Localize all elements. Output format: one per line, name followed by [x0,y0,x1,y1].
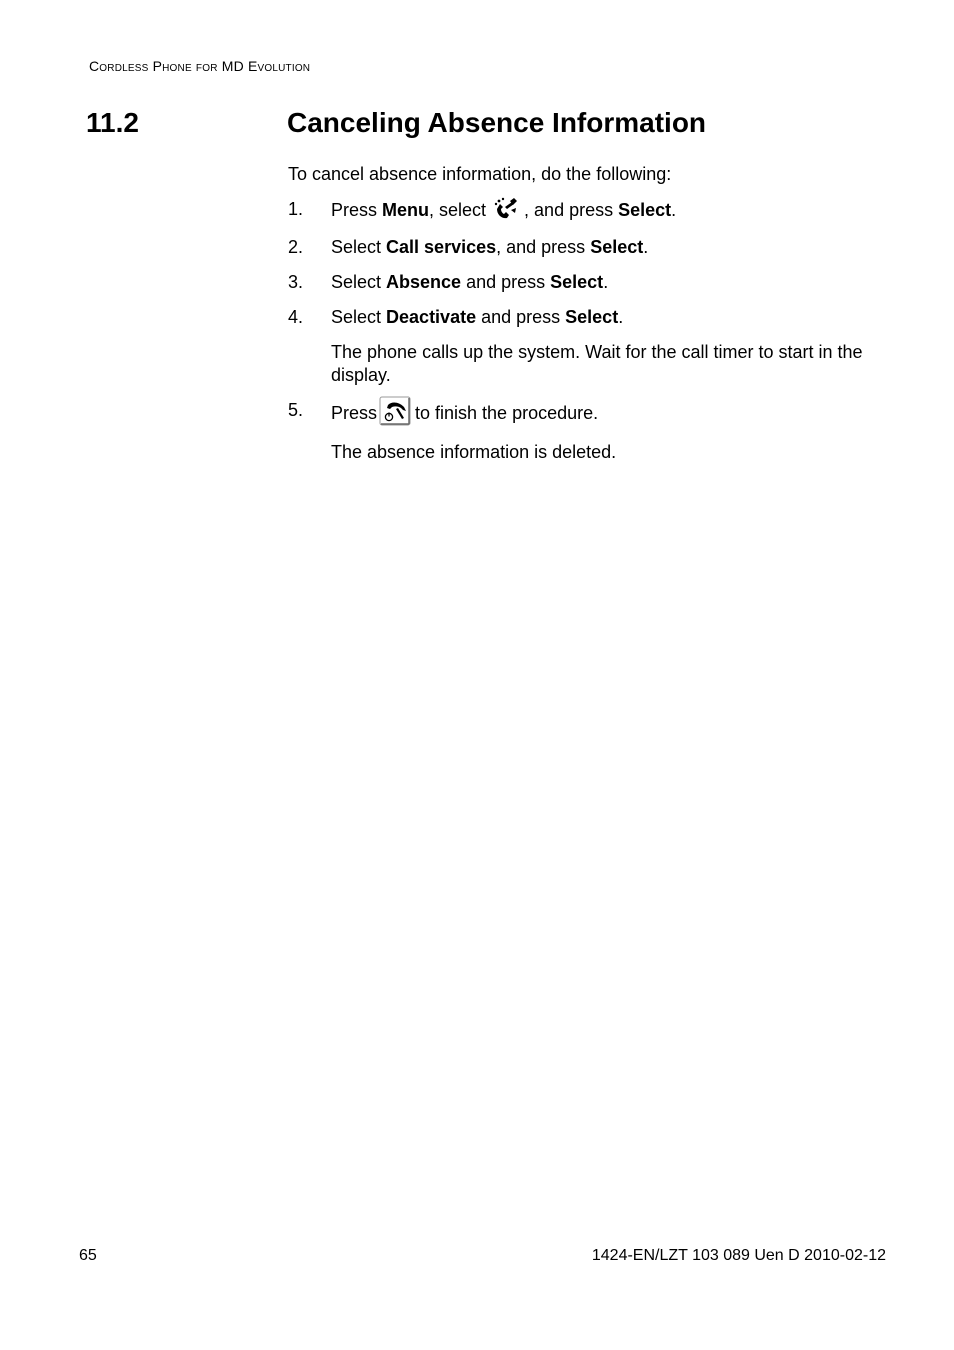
text-run: to finish the procedure. [415,402,599,423]
text-run: . [671,199,677,220]
step-text [331,236,898,259]
call-services-icon [492,196,520,222]
text-run: Press [331,402,378,423]
running-header: Cordless Phone for MD Evolution [89,58,311,74]
section-title: Canceling Absence Information [287,107,707,138]
step-number: 4. [288,307,304,327]
step-text [331,271,898,294]
step-4 [288,306,898,329]
step-2 [288,236,898,259]
text-run: and press [476,307,566,327]
text-run: . [643,237,649,257]
text-run: Select [331,237,387,257]
menu-item-keyword: Absence [386,272,462,292]
select-keyword: Select [550,272,604,292]
step-text [331,399,898,429]
text-run: , and press [524,199,619,220]
text-run: , and press [496,237,591,257]
text-run: Select [331,272,387,292]
step-number: 3. [288,272,304,292]
step-number: 5. [288,400,304,420]
menu-item-keyword: Deactivate [386,307,477,327]
instructions [288,163,898,476]
select-keyword: Select [618,199,672,220]
menu-item-keyword: Call services [386,237,497,257]
step-4-note: The phone calls up the system. Wait for the call timer to start in the display. [331,342,863,385]
step-text [331,306,898,329]
step-5-note: The absence information is deleted. [331,442,617,462]
menu-keyword: Menu [382,199,430,220]
text-run: Press [331,199,383,220]
text-run: . [603,272,609,292]
step-5 [288,399,898,429]
step-number: 2. [288,237,304,257]
select-keyword: Select [565,307,619,327]
text-run: , select [429,199,487,220]
section-number: 11.2 [86,107,139,138]
end-call-key-icon [379,396,411,426]
step-text [331,198,898,224]
document-id: 1424-EN/LZT 103 089 Uen D 2010-02-12 [591,1247,886,1264]
step-1 [288,198,898,224]
text-run: and press [461,272,551,292]
step-number: 1. [288,199,304,219]
page-number: 65 [79,1247,97,1264]
text-run: Select [331,307,387,327]
intro-text: To cancel absence information, do the following: [288,164,672,184]
select-keyword: Select [590,237,644,257]
step-3 [288,271,898,294]
text-run: . [618,307,624,327]
